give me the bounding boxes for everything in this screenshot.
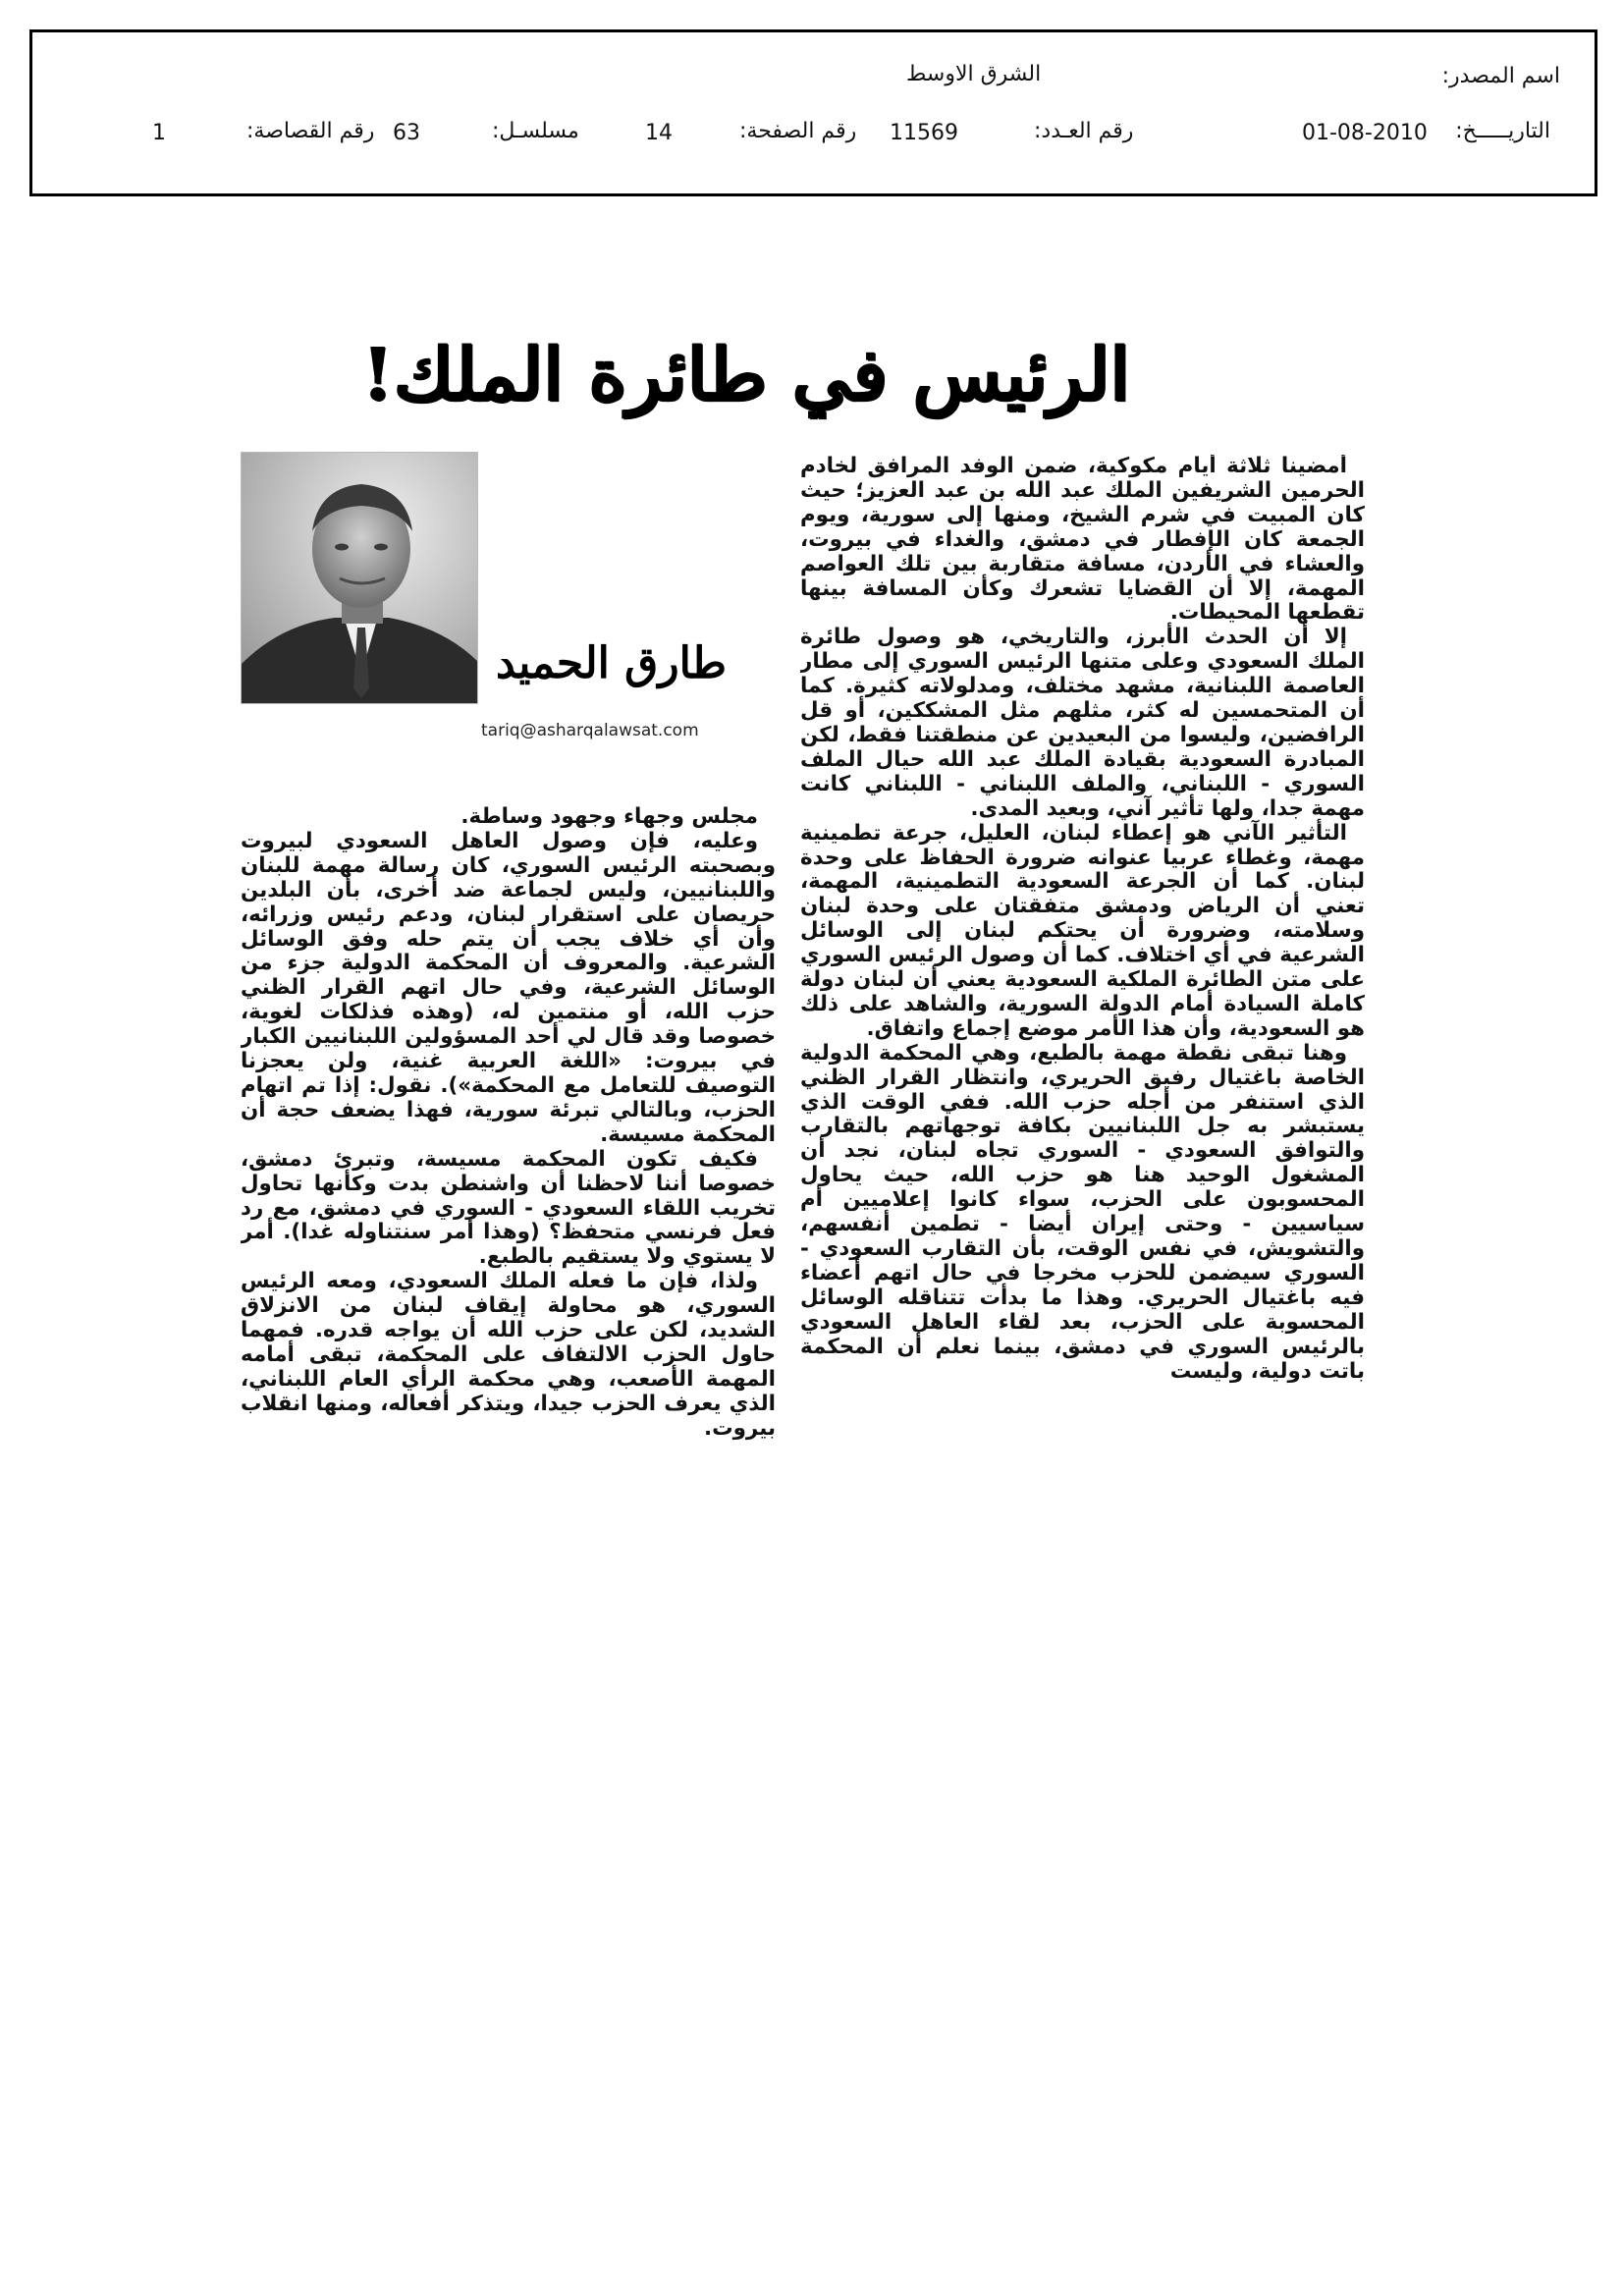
author-name: طارق الحميد	[496, 638, 727, 688]
paragraph: مجلس وجهاء وجهود وساطة.	[460, 805, 758, 829]
source-value: الشرق الاوسط	[906, 62, 1042, 86]
paragraph: إلا أن الحدث الأبرز، والتاريخي، هو وصول طائرة الملك السعودي وعلى متنها الرئيس السوري إلى مطار العاصمة اللبنانية، مشهد مختلف، ومدلولاته كثيرة. كما أن المتحمسين له كثر، مثلهم مثل المشككين، أو قل الرافضين، وليسوا من البعيدين عن منطقتنا فقط، لكن المبادرة السعودية بقيادة الملك عبد الله حيال الملف السوري - اللبناني، والملف اللبناني - اللبناني كانت مهمة جدا، ولها تأثير آني، وبعيد المدى.	[800, 625, 1365, 821]
paragraph: ولذا، فإن ما فعله الملك السعودي، ومعه الرئيس السوري، هو محاولة إيقاف لبنان من الانزلاق الشديد، لكن على حزب الله أن يواجه قدره. فمهما حاول الحزب الالتفاف على المحكمة، تبقى أمامه المهمة الأصعب، وهي محكمة الرأي العام اللبناني، الذي يعرف الحزب جيدا، ويتذكر أفعاله، ومنها انقلاب بيروت.	[241, 1269, 776, 1441]
page-label: رقم الصفحة:	[739, 119, 857, 143]
paragraph: التأثير الآني هو إعطاء لبنان، العليل، جرعة تطمينية مهمة، وغطاء عربيا عنوانه ضرورة الحفاظ على وحدة لبنان. كما أن الجرعة السعودية التطمينية، المهمة، تعني أن الرياض ودمشق متفقتان على وحدة لبنان وسلامته، وضرورة أن يحتكم لبنان إلى الوسائل الشرعية في أي اختلاف. كما أن وصول الرئيس السوري على متن الطائرة الملكية السعودية يعني أن لبنان دولة كاملة السيادة أمام الدولة السورية، والشاهد على ذلك هو السعودية، وأن هذا الأمر موضع إجماع واتفاق.	[800, 820, 1365, 1041]
date-value: 01-08-2010	[1302, 121, 1428, 145]
source-label: اسم المصدر:	[1441, 64, 1560, 88]
article-title: الرئيس في طائرة الملك!	[361, 333, 1131, 417]
paragraph: فكيف تكون المحكمة مسيسة، وتبرئ دمشق، خصوصا أننا لاحظنا أن واشنطن بدت وكأنها تحاول تخريب اللقاء السعودي - السوري في دمشق، مع رد فعل فرنسي متحفظ؟ (وهذا أمر سنتناوله غدا). أمر لا يستوي ولا يستقيم بالطبع.	[241, 1146, 776, 1270]
metadata-header	[29, 29, 1597, 196]
author-portrait-image	[242, 453, 477, 703]
paragraph: وهنا تبقى نقطة مهمة بالطبع، وهي المحكمة الدولية الخاصة باغتيال رفيق الحريري، وانتظار القرار الظني الذي استنفر من أجله حزب الله. ففي الوقت الذي يستبشر به جل اللبنانيين بكافة توجهاتهم بالتقارب والتوافق السعودي - السوري تجاه لبنان، نجد أن المشغول الوحيد هنا هو حزب الله، حيث يحاول المحسوبون على الحزب، سواء كانوا إعلاميين أم سياسيين - وحتى إيران أيضا - تطمين أنفسهم، والتشويش، في نفس الوقت، بأن التقارب السعودي - السوري سيضمن للحزب مخرجا في حال اتهم أعضاء فيه باغتيال الحريري. وهذا ما بدأت تتناقله الوسائل المحسوبة على الحزب، بعد لقاء العاهل السعودي بالرئيس السوري في دمشق، بينما نعلم أن المحكمة باتت دولية، وليست	[800, 1040, 1365, 1384]
page-value: 14	[645, 121, 673, 145]
issue-label: رقم العـدد:	[1034, 119, 1134, 143]
sequence-value: 1	[152, 121, 166, 145]
issue-value: 11569	[890, 121, 958, 145]
paragraph: وعليه، فإن وصول العاهل السعودي لبيروت وبصحبته الرئيس السوري، كان رسالة مهمة للبنان واللبنانيين، وليس لجماعة ضد أخرى، بأن البلدين حريصان على استقرار لبنان، ودعم رئيس وزرائه، وأن أي خلاف يجب أن يتم حله وفق الوسائل الشرعية. والمعروف أن المحكمة الدولية جزء من الوسائل الشرعية، وفي حال اتهم القرار الظني حزب الله، أو منتمين له، (وهذه فذلكات لغوية، خصوصا وقد قال لي أحد المسؤولين اللبنانيين الكبار في بيروت: «اللغة العربية غنية، ولن يعجزنا التوصيف للتعامل مع المحكمة»). نقول: إذا تم اتهام الحزب، وبالتالي تبرئة سورية، فهذا يضعف حجة أن المحكمة مسيسة.	[241, 828, 776, 1147]
author-email: tariq@asharqalawsat.com	[481, 721, 699, 740]
article-column-right	[800, 455, 1365, 1515]
paragraph: أمضينا ثلاثة أيام مكوكية، ضمن الوفد المرافق لخادم الحرمين الشريفين الملك عبد الله بن عبد العزيز؛ حيث كان المبيت في شرم الشيخ، ومنها إلى سورية، ويوم الجمعة كان الإفطار في دمشق، والغداء في بيروت، والعشاء في الأردن، مسافة متقاربة بين تلك العواصم المهمة، إلا أن القضايا تشعرك وكأن المسافة بينها تقطعها المحيطات.	[800, 455, 1365, 626]
author-photo	[241, 452, 478, 704]
clip-label: رقم القصاصة:	[246, 119, 375, 143]
article-column-left	[241, 805, 776, 1493]
clip-value: 63	[393, 121, 420, 145]
date-label: التاريـــــخ:	[1455, 119, 1550, 143]
serial-label: مسلسـل:	[492, 119, 579, 143]
